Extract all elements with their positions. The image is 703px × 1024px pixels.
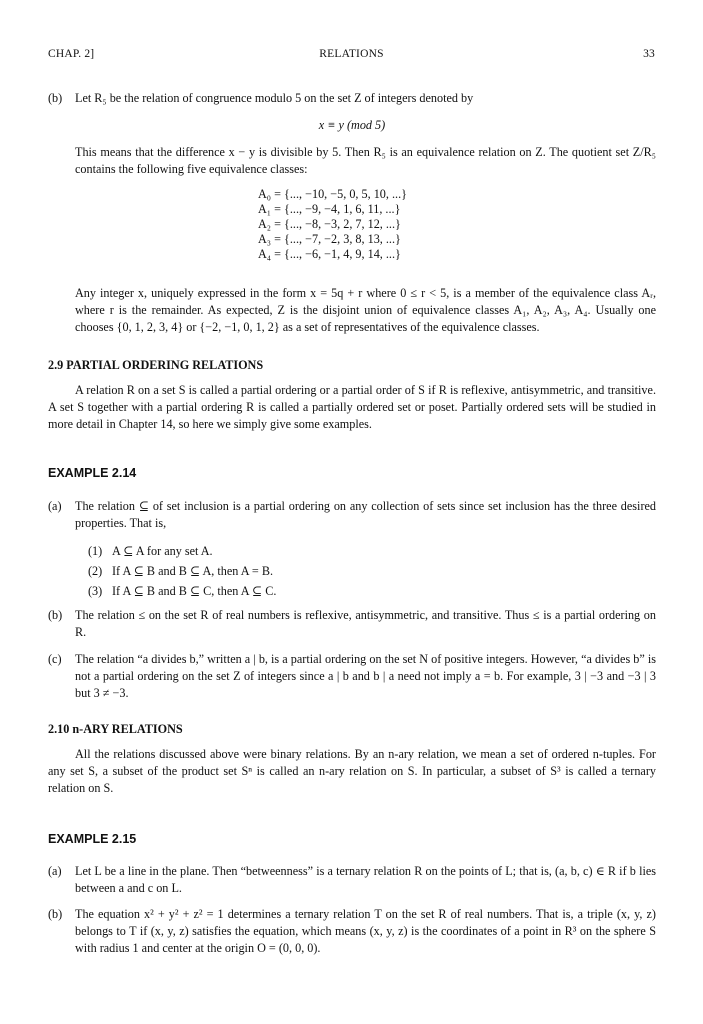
item-text: The relation ⊆ of set inclusion is a partial ordering on any collection of sets since set inclusion has the three desired properties. That is,: [75, 499, 656, 530]
section-body: A relation R on a set S is called a partial ordering or a partial order of S if R is reflexive, antisymmetric, and transitive. A set S together with a partial ordering R is called a partially ordered set or poset. Partially ordered sets will be studied in more detail in Chapter 14, so here we simply give some examples.: [48, 383, 656, 431]
subitem-label: (3): [88, 584, 103, 598]
section-heading: 2.10 n-ARY RELATIONS: [48, 722, 183, 736]
part-b-block: [48, 90, 656, 178]
congruence-equation: x ≡ y (mod 5): [318, 118, 386, 132]
class-line: A₁ = {..., −9, −4, 1, 6, 11, ...}: [258, 202, 401, 216]
subitem-text: A ⊆ A for any set A.: [112, 544, 213, 558]
page-number: 33: [643, 48, 655, 60]
part-b-intro: Let R₅ be the relation of congruence modulo 5 on the set Z of integers denoted by: [75, 91, 474, 105]
class-line: A₀ = {..., −10, −5, 0, 5, 10, ...}: [258, 187, 407, 201]
item-text: Let L be a line in the plane. Then “betweenness” is a ternary relation R on the points of L; that is, (a, b, c) ∈ R if b lies between a and c on L.: [75, 864, 656, 895]
example-heading: EXAMPLE 2.15: [48, 832, 137, 846]
example-2-15-b: [48, 906, 656, 957]
class-line: A₄ = {..., −6, −1, 4, 9, 14, ...}: [258, 247, 401, 261]
subitem-label: (1): [88, 544, 103, 558]
item-label: (c): [48, 652, 62, 666]
chapter-label: CHAP. 2]: [48, 48, 95, 60]
example-2-14-c: [48, 651, 656, 702]
example-2-14-b: [48, 607, 656, 641]
example-2-14-a: [48, 498, 656, 532]
item-label: (b): [48, 608, 63, 622]
item-text: The equation x² + y² + z² = 1 determines a ternary relation T on the set R of real numbers. That is, a triple (x, y, z) belongs to T if (x, y, z) satisfies the equation, which means (x, y, z) is the coordinates of a point in R³ on the sphere S with radius 1 and center at the origin O = (0, 0, 0).: [75, 907, 656, 955]
item-label: (a): [48, 864, 62, 878]
section-heading: 2.9 PARTIAL ORDERING RELATIONS: [48, 358, 264, 372]
item-label: (b): [48, 91, 63, 105]
subitem-text: If A ⊆ B and B ⊆ A, then A = B.: [112, 564, 274, 578]
subitem-label: (2): [88, 564, 103, 578]
item-text: The relation ≤ on the set R of real numbers is reflexive, antisymmetric, and transitive. Thus ≤ is a partial ordering on R.: [75, 608, 656, 639]
class-line: A₂ = {..., −8, −3, 2, 7, 12, ...}: [258, 217, 401, 231]
item-label: (a): [48, 499, 62, 513]
running-head: RELATIONS: [319, 48, 384, 60]
part-b-explanation: This means that the difference x − y is divisible by 5. Then R₅ is an equivalence relation on Z. The quotient set Z/R₅ contains the following five equivalence classes:: [75, 145, 656, 176]
subitem-text: If A ⊆ B and B ⊆ C, then A ⊆ C.: [112, 584, 277, 598]
equivalence-classes: [258, 187, 407, 262]
subitem-list: [48, 543, 656, 600]
item-label: (b): [48, 907, 63, 921]
example-heading: EXAMPLE 2.14: [48, 466, 137, 480]
class-line: A₃ = {..., −7, −2, 3, 8, 13, ...}: [258, 232, 401, 246]
example-2-15-a: [48, 863, 656, 897]
part-b-closing: Any integer x, uniquely expressed in the form x = 5q + r where 0 ≤ r < 5, is a member of the equivalence class Aᵣ, where r is the remainder. As expected, Z is the disjoint union of equivalence classes A₁, A₂, A₃, A₄. Usually one chooses {0, 1, 2, 3, 4} or {−2, −1, 0, 1, 2} as a set of representatives of the equivalence classes.: [75, 286, 656, 334]
item-text: The relation “a divides b,” written a | b, is a partial ordering on the set N of positive integers. However, “a divides b” is not a partial ordering on the set Z of integers since a | b and b | a need not imply a = b. For example, 3 | −3 and −3 | 3 but 3 ≠ −3.: [75, 652, 656, 700]
section-body: All the relations discussed above were binary relations. By an n-ary relation, we mean a set of ordered n-tuples. For any set S, a subset of the product set Sⁿ is called an n-ary relation on S. In particular, a subset of S³ is called a ternary relation on S.: [48, 747, 656, 795]
